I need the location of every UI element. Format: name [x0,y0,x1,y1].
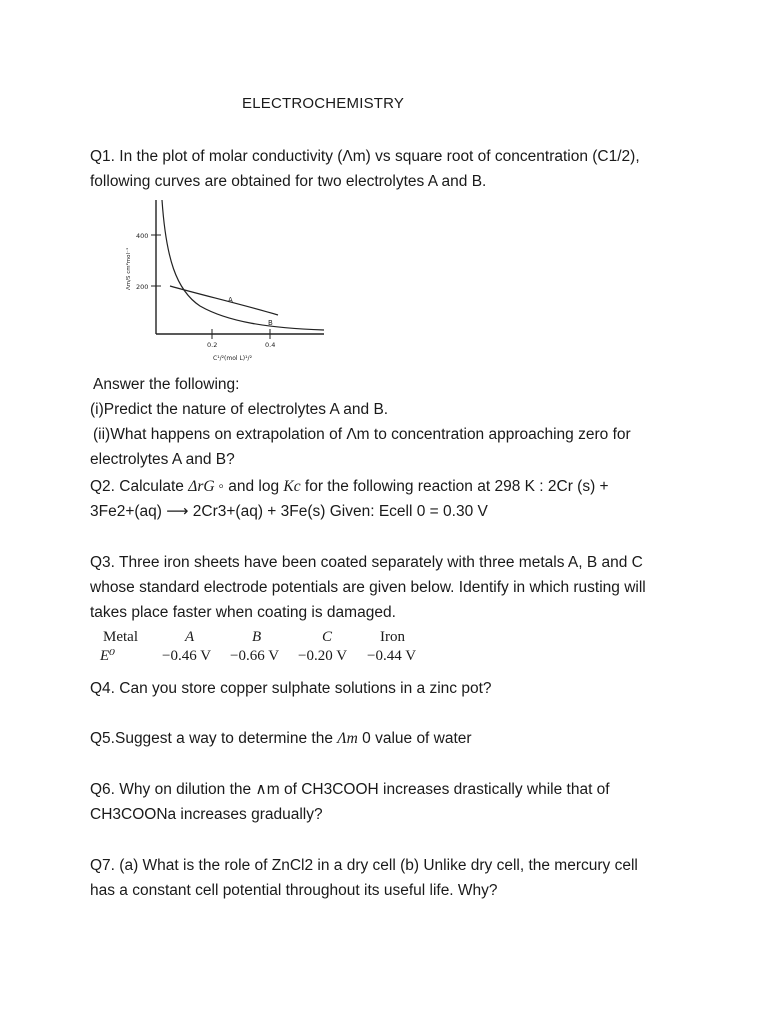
page-title: ELECTROCHEMISTRY [242,95,405,112]
q2-middle: and log [223,478,284,495]
q1-answer-intro: Answer the following: [93,376,240,393]
table-value-b: −0.66 V [230,648,280,664]
table-header-c: C [322,629,333,645]
question-1-parts [90,372,690,472]
table-header-b: B [252,629,262,645]
q5-text [90,726,690,751]
q1-line-2: following curves are obtained for two electrolytes A and B. [90,173,487,190]
q6-line-1: Q6. Why on dilution the ∧m of CH3COOH increases drastically while that of [90,781,610,798]
table-value-c: −0.20 V [298,648,348,664]
q1-part-ii-line-2: electrolytes A and B? [90,451,235,468]
x-tick-label-0.4: 0.4 [265,341,276,349]
table-value-iron: −0.44 V [367,648,417,664]
curve-b [162,200,324,330]
curve-a [170,286,278,315]
q3-line-1: Q3. Three iron sheets have been coated separately with three metals A, B and C [90,554,643,571]
table-header-a: A [185,629,195,645]
q2-line-1 [90,474,690,499]
q7-line-1: Q7. (a) What is the role of ZnCl2 in a dry cell (b) Unlike dry cell, the mercury cell [90,857,638,874]
table-header-metal: Metal [103,629,138,645]
q5-suffix: 0 value of water [357,730,472,747]
q1-part-ii-line-1: (ii)What happens on extrapolation of Λm to concentration approaching zero for [93,426,631,443]
y-tick-label-400: 400 [136,232,149,240]
question-3 [90,550,690,625]
question-7 [90,853,690,903]
q3-line-2: whose standard electrode potentials are given below. Identify in which rusting will [90,579,646,596]
q4-text: Q4. Can you store copper sulphate solutions in a zinc pot? [90,680,492,697]
y-tick-label-200: 200 [136,283,149,291]
q7-line-2: has a constant cell potential throughout its useful life. Why? [90,882,498,899]
x-axis-label: C¹/²(mol L)¹/² [213,355,252,362]
q1-line-1: Q1. In the plot of molar conductivity (Λm) vs square root of concentration (C1/2), [90,148,640,165]
question-2 [90,474,690,524]
table-header-iron: Iron [380,629,405,645]
q2-line-2: 3Fe2+(aq) ⟶ 2Cr3+(aq) + 3Fe(s) Given: Ecell 0 = 0.30 V [90,503,488,520]
curve-b-label: B [268,319,273,327]
q2-rest: for the following reaction at 298 K : 2Cr (s) + [300,478,609,495]
table-row-e0: E⁰ [100,648,116,664]
curve-a-label: A [228,296,233,304]
question-4 [90,676,690,701]
y-axis-label: Λm/S cm²mol⁻¹ [126,247,132,290]
q5-prefix: Q5.Suggest a way to determine the [90,730,338,747]
q6-line-2: CH3COONa increases gradually? [90,806,323,823]
q3-line-3: takes place faster when coating is damaged. [90,604,396,621]
q2-kc: Kc [283,478,301,495]
q5-symbol: Λm [337,730,358,747]
table-value-a: −0.46 V [162,648,212,664]
question-5 [90,726,690,751]
question-1 [90,144,690,194]
q2-prefix: Q2. Calculate [90,478,189,495]
q1-part-i: (i)Predict the nature of electrolytes A and B. [90,401,389,418]
conductivity-plot-svg [118,198,333,373]
x-tick-label-0.2: 0.2 [207,341,218,349]
conductivity-plot [118,198,333,373]
q2-delta-g: ΔrG ◦ [188,478,224,495]
question-6 [90,777,690,827]
